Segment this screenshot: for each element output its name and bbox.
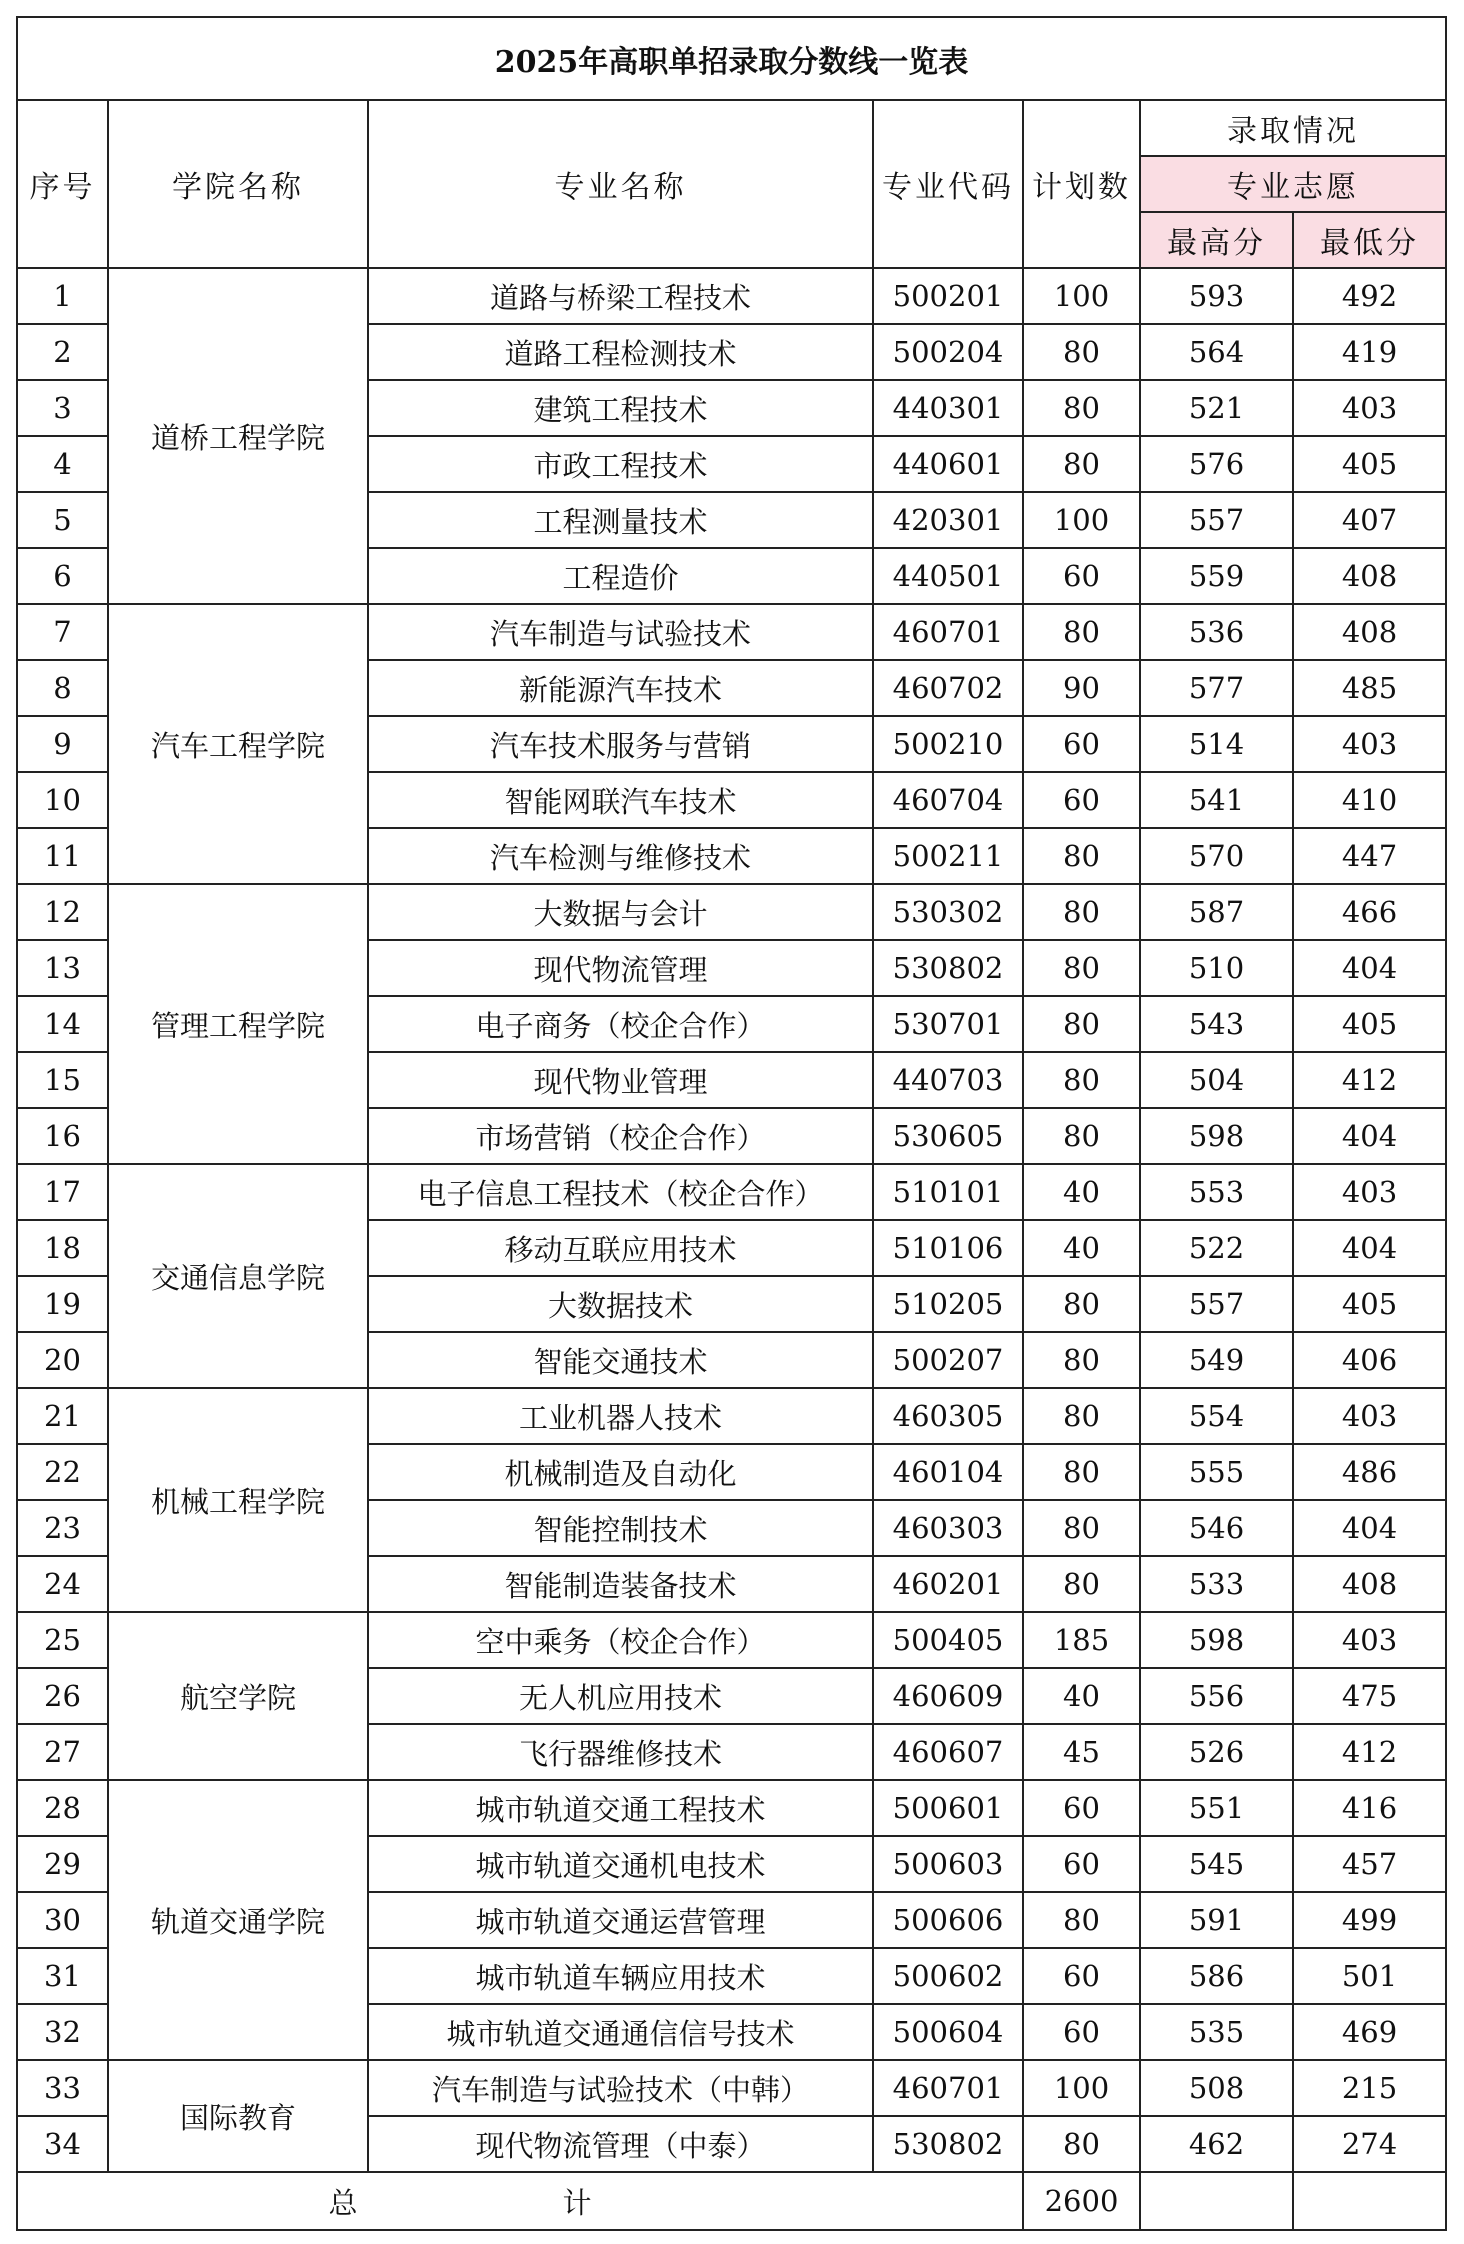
seq-cell: 10 [17,772,108,828]
major-cell: 飞行器维修技术 [368,1724,873,1780]
table-row [17,604,1446,660]
college-cell: 机械工程学院 [108,1388,368,1612]
min-score-cell: 405 [1293,436,1446,492]
college-cell: 国际教育 [108,2060,368,2172]
major-cell: 现代物流管理（中泰） [368,2116,873,2172]
college-cell: 交通信息学院 [108,1164,368,1388]
total-plan: 2600 [1023,2172,1140,2230]
max-score-cell: 535 [1140,2004,1293,2060]
code-cell: 460201 [873,1556,1023,1612]
major-cell: 移动互联应用技术 [368,1220,873,1276]
code-cell: 460607 [873,1724,1023,1780]
seq-cell: 1 [17,268,108,324]
major-cell: 汽车制造与试验技术（中韩） [368,2060,873,2116]
max-score-cell: 576 [1140,436,1293,492]
college-cell: 航空学院 [108,1612,368,1780]
header-college: 学院名称 [108,100,368,268]
code-cell: 510106 [873,1220,1023,1276]
max-score-cell: 564 [1140,324,1293,380]
plan-cell: 60 [1023,1780,1140,1836]
major-cell: 空中乘务（校企合作） [368,1612,873,1668]
max-score-cell: 508 [1140,2060,1293,2116]
max-score-cell: 526 [1140,1724,1293,1780]
code-cell: 500606 [873,1892,1023,1948]
min-score-cell: 492 [1293,268,1446,324]
major-cell: 市场营销（校企合作） [368,1108,873,1164]
code-cell: 460701 [873,2060,1023,2116]
min-score-cell: 447 [1293,828,1446,884]
major-cell: 电子商务（校企合作） [368,996,873,1052]
code-cell: 530802 [873,2116,1023,2172]
max-score-cell: 551 [1140,1780,1293,1836]
max-score-cell: 554 [1140,1388,1293,1444]
plan-cell: 60 [1023,1836,1140,1892]
code-cell: 420301 [873,492,1023,548]
plan-cell: 80 [1023,380,1140,436]
max-score-cell: 559 [1140,548,1293,604]
code-cell: 500211 [873,828,1023,884]
header-code: 专业代码 [873,100,1023,268]
major-cell: 智能网联汽车技术 [368,772,873,828]
seq-cell: 3 [17,380,108,436]
table-row [17,268,1446,324]
min-score-cell: 469 [1293,2004,1446,2060]
min-score-cell: 404 [1293,1220,1446,1276]
seq-cell: 29 [17,1836,108,1892]
header-major: 专业名称 [368,100,873,268]
admission-score-table [16,16,1447,2231]
total-label-left: 总 [328,2185,358,2220]
major-cell: 智能制造装备技术 [368,1556,873,1612]
max-score-cell: 598 [1140,1108,1293,1164]
major-cell: 城市轨道交通通信信号技术 [368,2004,873,2060]
table-row [17,884,1446,940]
plan-cell: 80 [1023,436,1140,492]
major-cell: 机械制造及自动化 [368,1444,873,1500]
major-cell: 现代物流管理 [368,940,873,996]
max-score-cell: 533 [1140,1556,1293,1612]
plan-cell: 80 [1023,324,1140,380]
major-cell: 现代物业管理 [368,1052,873,1108]
seq-cell: 11 [17,828,108,884]
plan-cell: 80 [1023,1388,1140,1444]
header-admission: 录取情况 [1140,100,1446,156]
max-score-cell: 543 [1140,996,1293,1052]
total-row [17,2172,1446,2230]
college-cell: 道桥工程学院 [108,268,368,604]
min-score-cell: 403 [1293,1164,1446,1220]
seq-cell: 17 [17,1164,108,1220]
seq-cell: 30 [17,1892,108,1948]
plan-cell: 60 [1023,716,1140,772]
min-score-cell: 274 [1293,2116,1446,2172]
min-score-cell: 403 [1293,380,1446,436]
code-cell: 500405 [873,1612,1023,1668]
seq-cell: 12 [17,884,108,940]
min-score-cell: 407 [1293,492,1446,548]
plan-cell: 100 [1023,2060,1140,2116]
seq-cell: 24 [17,1556,108,1612]
plan-cell: 80 [1023,1500,1140,1556]
min-score-cell: 412 [1293,1724,1446,1780]
code-cell: 460701 [873,604,1023,660]
code-cell: 460104 [873,1444,1023,1500]
seq-cell: 8 [17,660,108,716]
major-cell: 汽车技术服务与营销 [368,716,873,772]
max-score-cell: 521 [1140,380,1293,436]
max-score-cell: 587 [1140,884,1293,940]
plan-cell: 60 [1023,1948,1140,2004]
header-seq: 序号 [17,100,108,268]
min-score-cell: 412 [1293,1052,1446,1108]
code-cell: 510101 [873,1164,1023,1220]
plan-cell: 40 [1023,1220,1140,1276]
code-cell: 500602 [873,1948,1023,2004]
plan-cell: 80 [1023,604,1140,660]
table-row [17,1388,1446,1444]
min-score-cell: 405 [1293,1276,1446,1332]
seq-cell: 7 [17,604,108,660]
plan-cell: 100 [1023,492,1140,548]
total-label [17,2172,1023,2230]
code-cell: 440601 [873,436,1023,492]
major-cell: 道路工程检测技术 [368,324,873,380]
college-cell: 轨道交通学院 [108,1780,368,2060]
major-cell: 新能源汽车技术 [368,660,873,716]
plan-cell: 80 [1023,996,1140,1052]
min-score-cell: 457 [1293,1836,1446,1892]
header-min-score: 最低分 [1293,212,1446,268]
code-cell: 500201 [873,268,1023,324]
plan-cell: 60 [1023,2004,1140,2060]
seq-cell: 28 [17,1780,108,1836]
code-cell: 510205 [873,1276,1023,1332]
seq-cell: 6 [17,548,108,604]
code-cell: 440301 [873,380,1023,436]
min-score-cell: 499 [1293,1892,1446,1948]
major-cell: 城市轨道交通运营管理 [368,1892,873,1948]
plan-cell: 80 [1023,1108,1140,1164]
min-score-cell: 416 [1293,1780,1446,1836]
max-score-cell: 555 [1140,1444,1293,1500]
code-cell: 500207 [873,1332,1023,1388]
seq-cell: 20 [17,1332,108,1388]
seq-cell: 13 [17,940,108,996]
table-title: 2025年高职单招录取分数线一览表 [17,17,1446,100]
max-score-cell: 541 [1140,772,1293,828]
min-score-cell: 406 [1293,1332,1446,1388]
min-score-cell: 419 [1293,324,1446,380]
seq-cell: 4 [17,436,108,492]
max-score-cell: 586 [1140,1948,1293,2004]
code-cell: 460609 [873,1668,1023,1724]
header-plan: 计划数 [1023,100,1140,268]
plan-cell: 60 [1023,772,1140,828]
table-row [17,2060,1446,2116]
min-score-cell: 404 [1293,940,1446,996]
max-score-cell: 556 [1140,1668,1293,1724]
min-score-cell: 404 [1293,1108,1446,1164]
max-score-cell: 557 [1140,492,1293,548]
max-score-cell: 545 [1140,1836,1293,1892]
plan-cell: 100 [1023,268,1140,324]
max-score-cell: 504 [1140,1052,1293,1108]
code-cell: 500603 [873,1836,1023,1892]
plan-cell: 80 [1023,1052,1140,1108]
max-score-cell: 510 [1140,940,1293,996]
min-score-cell: 215 [1293,2060,1446,2116]
code-cell: 460303 [873,1500,1023,1556]
seq-cell: 26 [17,1668,108,1724]
code-cell: 460305 [873,1388,1023,1444]
code-cell: 460702 [873,660,1023,716]
code-cell: 500604 [873,2004,1023,2060]
min-score-cell: 486 [1293,1444,1446,1500]
seq-cell: 22 [17,1444,108,1500]
major-cell: 市政工程技术 [368,436,873,492]
major-cell: 汽车制造与试验技术 [368,604,873,660]
total-min-empty [1293,2172,1446,2230]
seq-cell: 16 [17,1108,108,1164]
table-row [17,1780,1446,1836]
code-cell: 530605 [873,1108,1023,1164]
major-cell: 城市轨道车辆应用技术 [368,1948,873,2004]
table-row [17,1164,1446,1220]
code-cell: 500601 [873,1780,1023,1836]
seq-cell: 5 [17,492,108,548]
seq-cell: 27 [17,1724,108,1780]
min-score-cell: 403 [1293,1612,1446,1668]
min-score-cell: 485 [1293,660,1446,716]
max-score-cell: 577 [1140,660,1293,716]
seq-cell: 15 [17,1052,108,1108]
plan-cell: 80 [1023,1444,1140,1500]
seq-cell: 34 [17,2116,108,2172]
major-cell: 智能控制技术 [368,1500,873,1556]
major-cell: 无人机应用技术 [368,1668,873,1724]
min-score-cell: 501 [1293,1948,1446,2004]
plan-cell: 80 [1023,828,1140,884]
plan-cell: 40 [1023,1668,1140,1724]
max-score-cell: 557 [1140,1276,1293,1332]
min-score-cell: 466 [1293,884,1446,940]
major-cell: 工程测量技术 [368,492,873,548]
total-label-right: 计 [562,2185,592,2220]
min-score-cell: 408 [1293,548,1446,604]
plan-cell: 40 [1023,1164,1140,1220]
major-cell: 道路与桥梁工程技术 [368,268,873,324]
min-score-cell: 403 [1293,1388,1446,1444]
max-score-cell: 591 [1140,1892,1293,1948]
major-cell: 智能交通技术 [368,1332,873,1388]
max-score-cell: 514 [1140,716,1293,772]
seq-cell: 25 [17,1612,108,1668]
major-cell: 建筑工程技术 [368,380,873,436]
header-max-score: 最高分 [1140,212,1293,268]
code-cell: 500204 [873,324,1023,380]
seq-cell: 21 [17,1388,108,1444]
major-cell: 电子信息工程技术（校企合作） [368,1164,873,1220]
seq-cell: 14 [17,996,108,1052]
plan-cell: 60 [1023,548,1140,604]
max-score-cell: 546 [1140,1500,1293,1556]
code-cell: 530802 [873,940,1023,996]
major-cell: 工程造价 [368,548,873,604]
min-score-cell: 405 [1293,996,1446,1052]
seq-cell: 32 [17,2004,108,2060]
plan-cell: 185 [1023,1612,1140,1668]
max-score-cell: 536 [1140,604,1293,660]
min-score-cell: 408 [1293,1556,1446,1612]
min-score-cell: 410 [1293,772,1446,828]
max-score-cell: 570 [1140,828,1293,884]
code-cell: 500210 [873,716,1023,772]
plan-cell: 80 [1023,2116,1140,2172]
min-score-cell: 404 [1293,1500,1446,1556]
max-score-cell: 553 [1140,1164,1293,1220]
max-score-cell: 522 [1140,1220,1293,1276]
seq-cell: 23 [17,1500,108,1556]
seq-cell: 31 [17,1948,108,2004]
max-score-cell: 549 [1140,1332,1293,1388]
plan-cell: 45 [1023,1724,1140,1780]
major-cell: 汽车检测与维修技术 [368,828,873,884]
seq-cell: 19 [17,1276,108,1332]
major-cell: 大数据技术 [368,1276,873,1332]
min-score-cell: 408 [1293,604,1446,660]
plan-cell: 90 [1023,660,1140,716]
plan-cell: 80 [1023,1332,1140,1388]
major-cell: 城市轨道交通机电技术 [368,1836,873,1892]
code-cell: 440703 [873,1052,1023,1108]
code-cell: 440501 [873,548,1023,604]
major-cell: 大数据与会计 [368,884,873,940]
seq-cell: 18 [17,1220,108,1276]
seq-cell: 9 [17,716,108,772]
college-cell: 汽车工程学院 [108,604,368,884]
code-cell: 530701 [873,996,1023,1052]
total-max-empty [1140,2172,1293,2230]
seq-cell: 2 [17,324,108,380]
major-cell: 城市轨道交通工程技术 [368,1780,873,1836]
major-cell: 工业机器人技术 [368,1388,873,1444]
max-score-cell: 598 [1140,1612,1293,1668]
college-cell: 管理工程学院 [108,884,368,1164]
code-cell: 530302 [873,884,1023,940]
header-choice: 专业志愿 [1140,156,1446,212]
plan-cell: 80 [1023,1556,1140,1612]
plan-cell: 80 [1023,884,1140,940]
max-score-cell: 462 [1140,2116,1293,2172]
min-score-cell: 475 [1293,1668,1446,1724]
plan-cell: 80 [1023,940,1140,996]
plan-cell: 80 [1023,1276,1140,1332]
seq-cell: 33 [17,2060,108,2116]
code-cell: 460704 [873,772,1023,828]
min-score-cell: 403 [1293,716,1446,772]
table-row [17,1612,1446,1668]
max-score-cell: 593 [1140,268,1293,324]
plan-cell: 80 [1023,1892,1140,1948]
